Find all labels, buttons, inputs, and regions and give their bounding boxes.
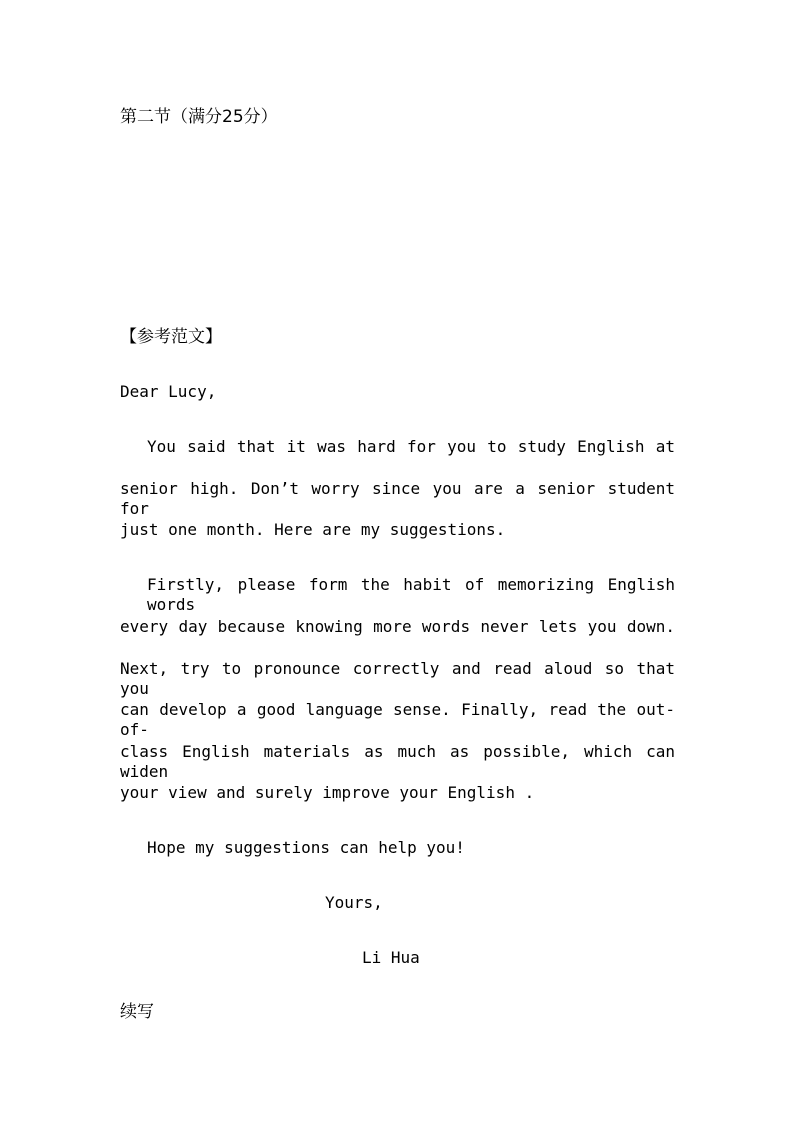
paragraph2-line6: your view and surely improve your English . xyxy=(120,783,535,802)
letter-signature: Li Hua xyxy=(362,948,420,967)
paragraph2-line2: every day because knowing more words never lets you down. xyxy=(120,617,675,636)
next-section-heading: 续写 xyxy=(120,1002,154,1022)
section-heading: 第二节（满分25分） xyxy=(120,107,278,127)
paragraph2-line4: can develop a good language sense. Finally, read the out-of- xyxy=(120,700,675,739)
letter-closing: Yours, xyxy=(325,893,383,912)
paragraph2-line3: Next, try to pronounce correctly and read aloud so that you xyxy=(120,659,675,698)
letter-salutation: Dear Lucy, xyxy=(120,382,217,401)
paragraph2-line5: class English materials as much as possible, which can widen xyxy=(120,742,675,781)
paragraph3: Hope my suggestions can help you! xyxy=(147,838,465,857)
reference-heading: 【参考范文】 xyxy=(120,327,222,347)
paragraph1-line1: You said that it was hard for you to study English at xyxy=(147,437,675,456)
paragraph2-line1: Firstly, please form the habit of memorizing English words xyxy=(147,575,675,614)
paragraph1-line2: senior high. Don’t worry since you are a senior student for xyxy=(120,479,675,518)
paragraph1-line3: just one month. Here are my suggestions. xyxy=(120,520,506,539)
